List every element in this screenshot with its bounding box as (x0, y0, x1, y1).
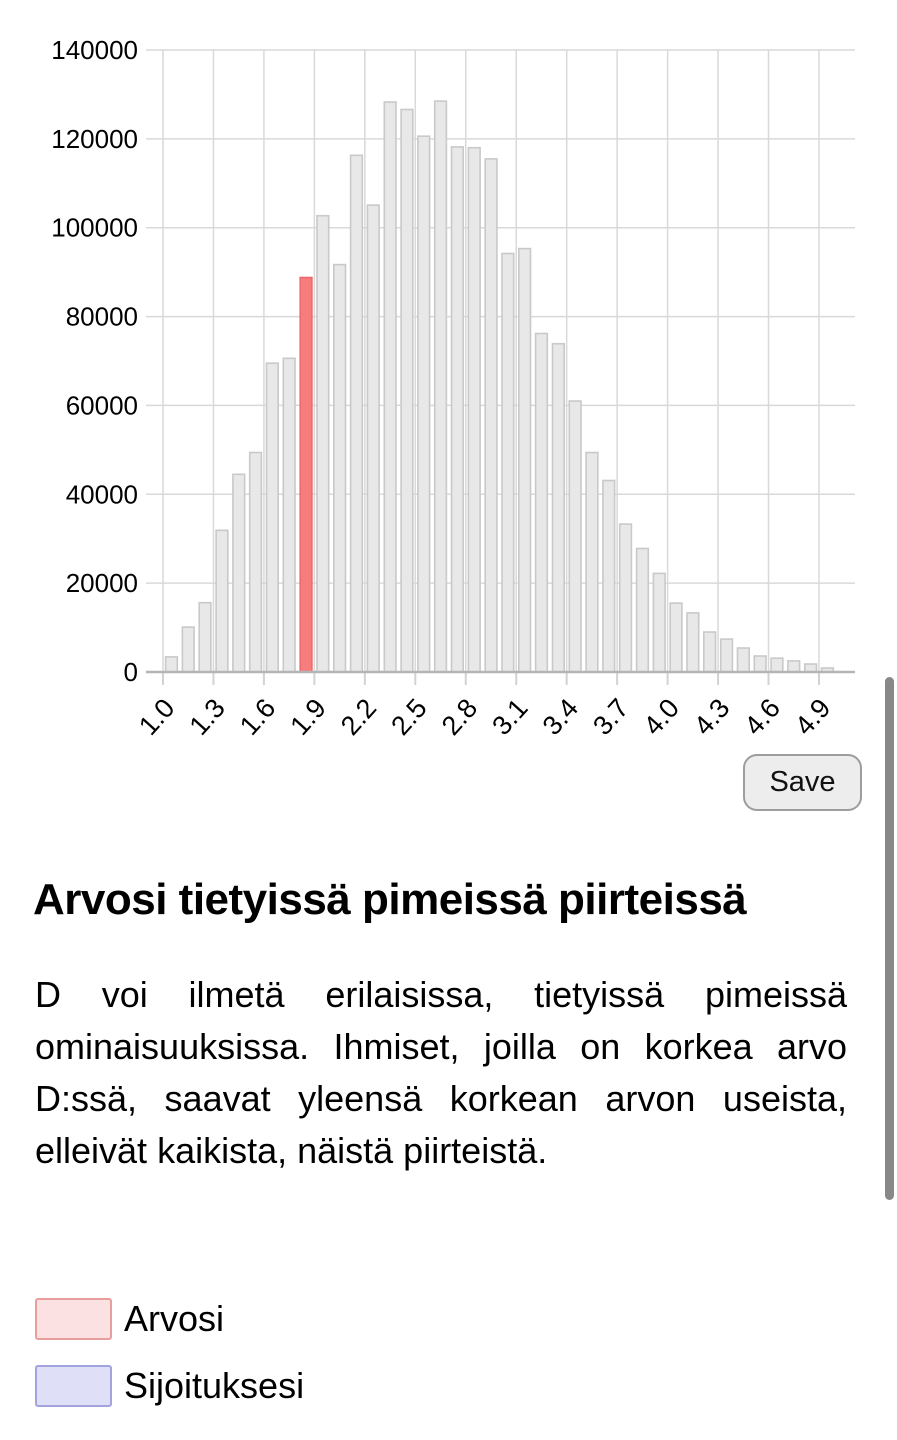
y-tick-label: 0 (123, 657, 138, 687)
histogram-bar[interactable] (620, 524, 632, 672)
histogram-bar[interactable] (334, 265, 346, 672)
histogram-bar[interactable] (367, 205, 379, 672)
x-tick-label: 1.6 (233, 692, 282, 741)
histogram-bar[interactable] (435, 101, 447, 672)
y-tick-label: 80000 (65, 301, 138, 332)
x-tick-label: 4.0 (637, 692, 686, 741)
section-paragraph: D voi ilmetä erilaisissa, tietyissä pimeissä ominaisuuksissa. Ihmiset, joilla on korkea arvo D:ssä, saavat yleensä korkean arvon useista, elleivät kaikista, näistä piirteistä. (35, 974, 847, 1171)
histogram-bar[interactable] (351, 155, 363, 672)
histogram-bar[interactable] (687, 613, 699, 672)
histogram-bar[interactable] (569, 401, 581, 672)
histogram-bar[interactable] (452, 147, 464, 672)
save-button[interactable]: Save (743, 754, 862, 811)
histogram-bar[interactable] (317, 216, 329, 672)
histogram-bar[interactable] (536, 334, 548, 673)
histogram-bar[interactable] (418, 136, 430, 672)
y-tick-label: 140000 (51, 35, 138, 65)
histogram-bar[interactable] (754, 656, 766, 672)
histogram-bar[interactable] (771, 658, 783, 672)
x-tick-label: 3.1 (486, 692, 534, 741)
legend-item-sijoituksesi (35, 1365, 304, 1407)
histogram-bar[interactable] (283, 358, 295, 672)
histogram-bar[interactable] (401, 110, 413, 673)
y-tick-label: 40000 (65, 479, 138, 510)
page-title: Arvosi tietyissä pimeissä piirteissä (33, 875, 747, 924)
legend-swatch-red (35, 1298, 112, 1340)
histogram-bar[interactable] (586, 453, 598, 673)
y-tick-label: 100000 (51, 212, 138, 243)
legend-item-arvosi (35, 1298, 304, 1340)
histogram-bar[interactable] (704, 632, 716, 672)
histogram-bar[interactable] (384, 102, 396, 672)
x-tick-label: 4.9 (789, 692, 837, 741)
x-tick-label: 1.0 (133, 692, 181, 741)
scrollbar-thumb[interactable] (885, 677, 894, 1200)
x-tick-label: 4.6 (738, 692, 786, 741)
histogram-bar[interactable] (637, 549, 649, 673)
histogram-bar[interactable] (553, 344, 565, 672)
histogram-bar[interactable] (502, 254, 514, 673)
histogram-bar[interactable] (250, 453, 262, 673)
legend-swatch-blue (35, 1365, 112, 1407)
histogram-bar[interactable] (788, 661, 800, 672)
histogram-bar[interactable] (468, 148, 480, 672)
x-tick-label: 1.9 (284, 692, 332, 741)
y-tick-label: 120000 (51, 123, 138, 154)
x-tick-label: 1.3 (183, 692, 231, 741)
x-tick-label: 2.8 (435, 692, 484, 741)
histogram-bar[interactable] (519, 249, 531, 672)
histogram-bar[interactable] (267, 363, 279, 672)
histogram-bar[interactable] (216, 530, 228, 672)
histogram-bar[interactable] (738, 648, 750, 672)
legend-label-arvosi: Arvosi (124, 1298, 225, 1339)
histogram-bar[interactable] (485, 159, 497, 672)
x-tick-label: 2.2 (334, 692, 383, 741)
histogram-bar[interactable] (653, 573, 665, 672)
legend-label-sijoituksesi: Sijoituksesi (124, 1365, 305, 1406)
histogram-bar[interactable] (182, 627, 194, 672)
y-tick-label: 60000 (65, 390, 138, 421)
histogram-bar[interactable] (199, 603, 211, 672)
histogram-bar[interactable] (670, 603, 682, 672)
histogram-bar[interactable] (721, 639, 733, 672)
y-tick-label: 20000 (65, 568, 138, 599)
histogram-bar[interactable] (166, 657, 178, 672)
histogram-bar[interactable] (603, 481, 615, 673)
x-tick-label: 4.3 (688, 692, 736, 741)
histogram-bar-highlighted[interactable] (300, 278, 312, 673)
histogram-bar[interactable] (233, 474, 245, 672)
chart-legend (35, 1298, 304, 1432)
x-tick-label: 3.7 (587, 692, 635, 741)
x-tick-label: 3.4 (536, 692, 585, 741)
x-tick-label: 2.5 (385, 692, 433, 741)
